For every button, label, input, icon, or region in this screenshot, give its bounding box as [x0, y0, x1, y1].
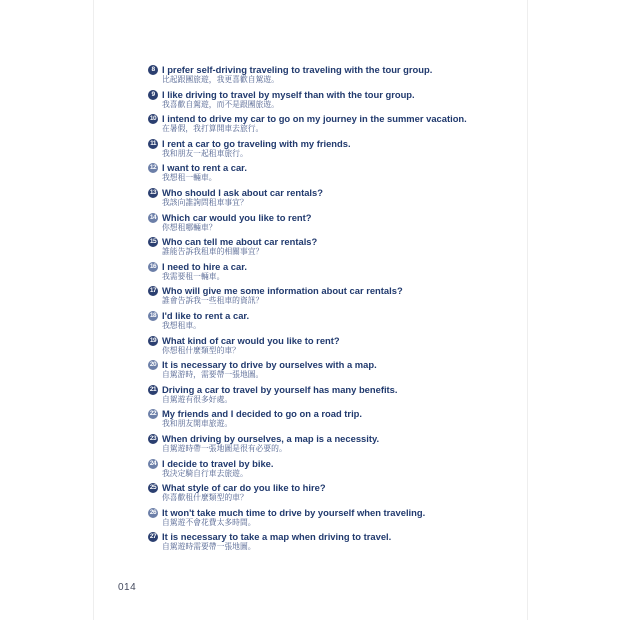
phrase-item	[148, 113, 478, 134]
english-sentence: Who should I ask about car rentals?	[162, 186, 323, 198]
english-sentence: What kind of car would you like to rent?	[162, 334, 340, 346]
number-badge: 8	[148, 65, 158, 75]
english-sentence: I decide to travel by bike.	[162, 457, 274, 469]
phrase-item	[148, 261, 478, 282]
phrase-item	[148, 64, 478, 85]
number-badge: 20	[149, 361, 157, 369]
chinese-translation: 自駕遊時帶一張地圖是很有必要的。	[162, 443, 287, 453]
number-badge: 25	[149, 484, 157, 492]
chinese-translation: 誰能告訴我租車的相關事宜？	[162, 247, 264, 257]
phrase-item	[148, 482, 478, 503]
page-number: 014	[118, 582, 137, 593]
chinese-translation: 比起跟團旅遊，我更喜歡自駕遊。	[162, 75, 279, 84]
number-badge: 23	[149, 434, 157, 442]
english-sentence: I prefer self-driving traveling to traveling with the tour group.	[162, 64, 433, 75]
chinese-translation: 你想租哪輛車？	[162, 222, 217, 232]
phrase-item	[148, 138, 478, 159]
number-badge: 19	[149, 336, 157, 344]
chinese-translation: 我和朋友一起租車旅行。	[162, 148, 248, 158]
english-sentence: Who will give me some information about car rentals?	[162, 285, 403, 297]
number-badge: 21	[149, 385, 157, 393]
phrase-item	[148, 359, 478, 380]
chinese-translation: 自駕遊時需要帶一張地圖。	[162, 542, 256, 552]
english-sentence: When driving by ourselves, a map is a necessity.	[162, 432, 380, 444]
english-sentence: Driving a car to travel by yourself has many benefits.	[162, 383, 398, 395]
phrase-item	[148, 212, 478, 233]
number-badge: 14	[149, 213, 157, 221]
phrase-item	[148, 187, 478, 208]
phrase-item	[148, 310, 478, 331]
phrase-item	[148, 433, 478, 454]
chinese-translation: 你喜歡租什麼類型的車？	[162, 493, 248, 503]
chinese-translation: 我需要租一輛車。	[162, 271, 225, 281]
chinese-translation: 在暑假，我打算開車去旅行。	[162, 124, 264, 134]
chinese-translation: 我喜歡自駕遊，而不是跟團旅遊。	[162, 99, 279, 109]
number-badge: 10	[149, 115, 157, 123]
phrase-item	[148, 507, 478, 528]
english-sentence: What style of car do you like to hire?	[162, 482, 326, 494]
chinese-translation: 我該向誰詢問租車事宜？	[162, 197, 248, 207]
number-badge: 15	[149, 238, 157, 246]
english-sentence: It is necessary to drive by ourselves with a map.	[162, 359, 377, 371]
chinese-translation: 自駕遊不會花費太多時間。	[162, 517, 256, 527]
english-sentence: I rent a car to go traveling with my friends.	[162, 137, 351, 149]
number-badge: 26	[149, 508, 157, 516]
chinese-translation: 你想租什麼類型的車？	[162, 345, 240, 355]
number-badge: 12	[149, 164, 157, 172]
chinese-translation: 我想租車。	[162, 320, 201, 330]
phrase-item	[148, 458, 478, 479]
phrase-item	[148, 335, 478, 356]
phrase-list	[148, 64, 478, 556]
chinese-translation: 我想租一輛車。	[162, 173, 217, 183]
number-badge: 24	[149, 459, 157, 467]
english-sentence: I intend to drive my car to go on my journey in the summer vacation.	[162, 113, 467, 125]
number-badge: 27	[149, 533, 157, 541]
english-sentence: I like driving to travel by myself than with the tour group.	[162, 88, 415, 100]
phrase-item	[148, 531, 478, 552]
english-sentence: Which car would you like to rent?	[162, 211, 312, 223]
chinese-translation: 我和朋友開車旅遊。	[162, 419, 233, 429]
phrase-item	[148, 408, 478, 429]
number-badge: 13	[149, 188, 157, 196]
english-sentence: My friends and I decided to go on a road trip.	[162, 408, 363, 420]
chinese-translation: 誰會告訴我一些租車的資訊？	[162, 296, 264, 306]
number-badge: 22	[149, 410, 157, 418]
number-badge: 17	[149, 287, 157, 295]
english-sentence: Who can tell me about car rentals?	[162, 236, 318, 248]
phrase-item	[148, 89, 478, 110]
chinese-translation: 我決定騎自行車去旅遊。	[162, 468, 248, 478]
chinese-translation: 自駕遊有很多好處。	[162, 394, 233, 404]
english-sentence: I'd like to rent a car.	[162, 309, 250, 321]
number-badge: 18	[149, 311, 157, 319]
phrase-item	[148, 236, 478, 257]
number-badge: 11	[148, 139, 158, 149]
phrase-item	[148, 162, 478, 183]
number-badge: 9	[148, 90, 158, 100]
english-sentence: I need to hire a car.	[162, 260, 247, 272]
english-sentence: It is necessary to take a map when driving to travel.	[162, 531, 392, 543]
chinese-translation: 自駕游時，需要帶一張地圖。	[162, 370, 264, 380]
phrase-item	[148, 384, 478, 405]
number-badge: 16	[149, 262, 157, 270]
english-sentence: It won't take much time to drive by yourself when traveling.	[162, 506, 426, 518]
phrase-item	[148, 285, 478, 306]
english-sentence: I want to rent a car.	[162, 162, 247, 174]
